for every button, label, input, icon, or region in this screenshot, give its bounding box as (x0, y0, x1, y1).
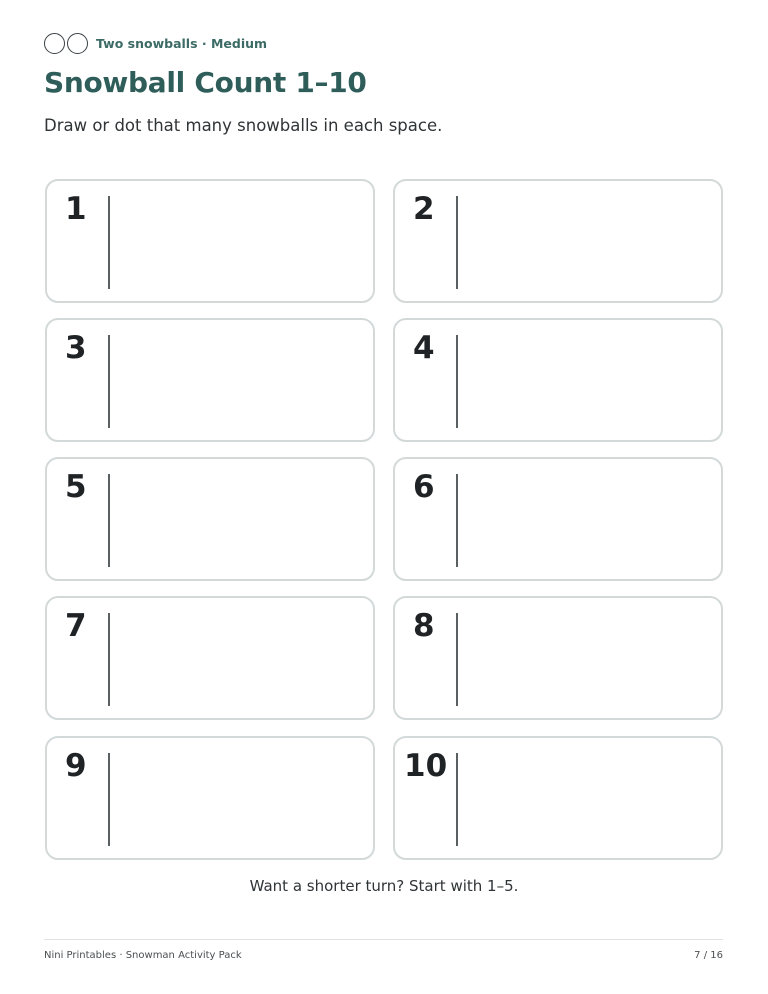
box-divider (456, 196, 458, 289)
box-number: 5 (65, 469, 87, 505)
tip-text: Want a shorter turn? Start with 1–5. (249, 877, 519, 895)
box-number: 3 (65, 330, 87, 366)
box-number: 7 (65, 608, 87, 644)
box-number: 8 (413, 608, 435, 644)
box-number: 1 (65, 191, 87, 227)
footer-source: Nini Printables · Snowman Activity Pack (44, 950, 242, 961)
count-box-5[interactable] (45, 457, 375, 581)
count-box-3[interactable] (45, 318, 375, 442)
page-title: Snowball Count 1–10 (44, 66, 367, 99)
footer-divider (44, 939, 723, 940)
box-divider (456, 613, 458, 706)
box-divider (108, 753, 110, 846)
count-box-9[interactable] (45, 736, 375, 860)
box-divider (456, 474, 458, 567)
box-divider (108, 613, 110, 706)
count-box-2[interactable] (393, 179, 723, 303)
snowball-outline-icon (67, 33, 88, 54)
box-divider (108, 335, 110, 428)
count-box-8[interactable] (393, 596, 723, 720)
count-box-6[interactable] (393, 457, 723, 581)
box-divider (456, 753, 458, 846)
count-box-10[interactable] (393, 736, 723, 860)
box-divider (456, 335, 458, 428)
box-number: 10 (404, 748, 448, 784)
header-tag (44, 32, 267, 54)
difficulty-label: Two snowballs · Medium (96, 35, 268, 51)
box-number: 2 (413, 191, 435, 227)
box-number: 9 (65, 748, 87, 784)
snowball-icons (44, 33, 88, 54)
box-divider (108, 474, 110, 567)
count-box-4[interactable] (393, 318, 723, 442)
box-number: 6 (413, 469, 435, 505)
count-box-7[interactable] (45, 596, 375, 720)
snowball-outline-icon (44, 33, 65, 54)
box-number: 4 (413, 330, 435, 366)
instructions: Draw or dot that many snowballs in each space. (44, 116, 443, 135)
count-box-1[interactable] (45, 179, 375, 303)
page-number: 7 / 16 (694, 950, 723, 961)
box-divider (108, 196, 110, 289)
